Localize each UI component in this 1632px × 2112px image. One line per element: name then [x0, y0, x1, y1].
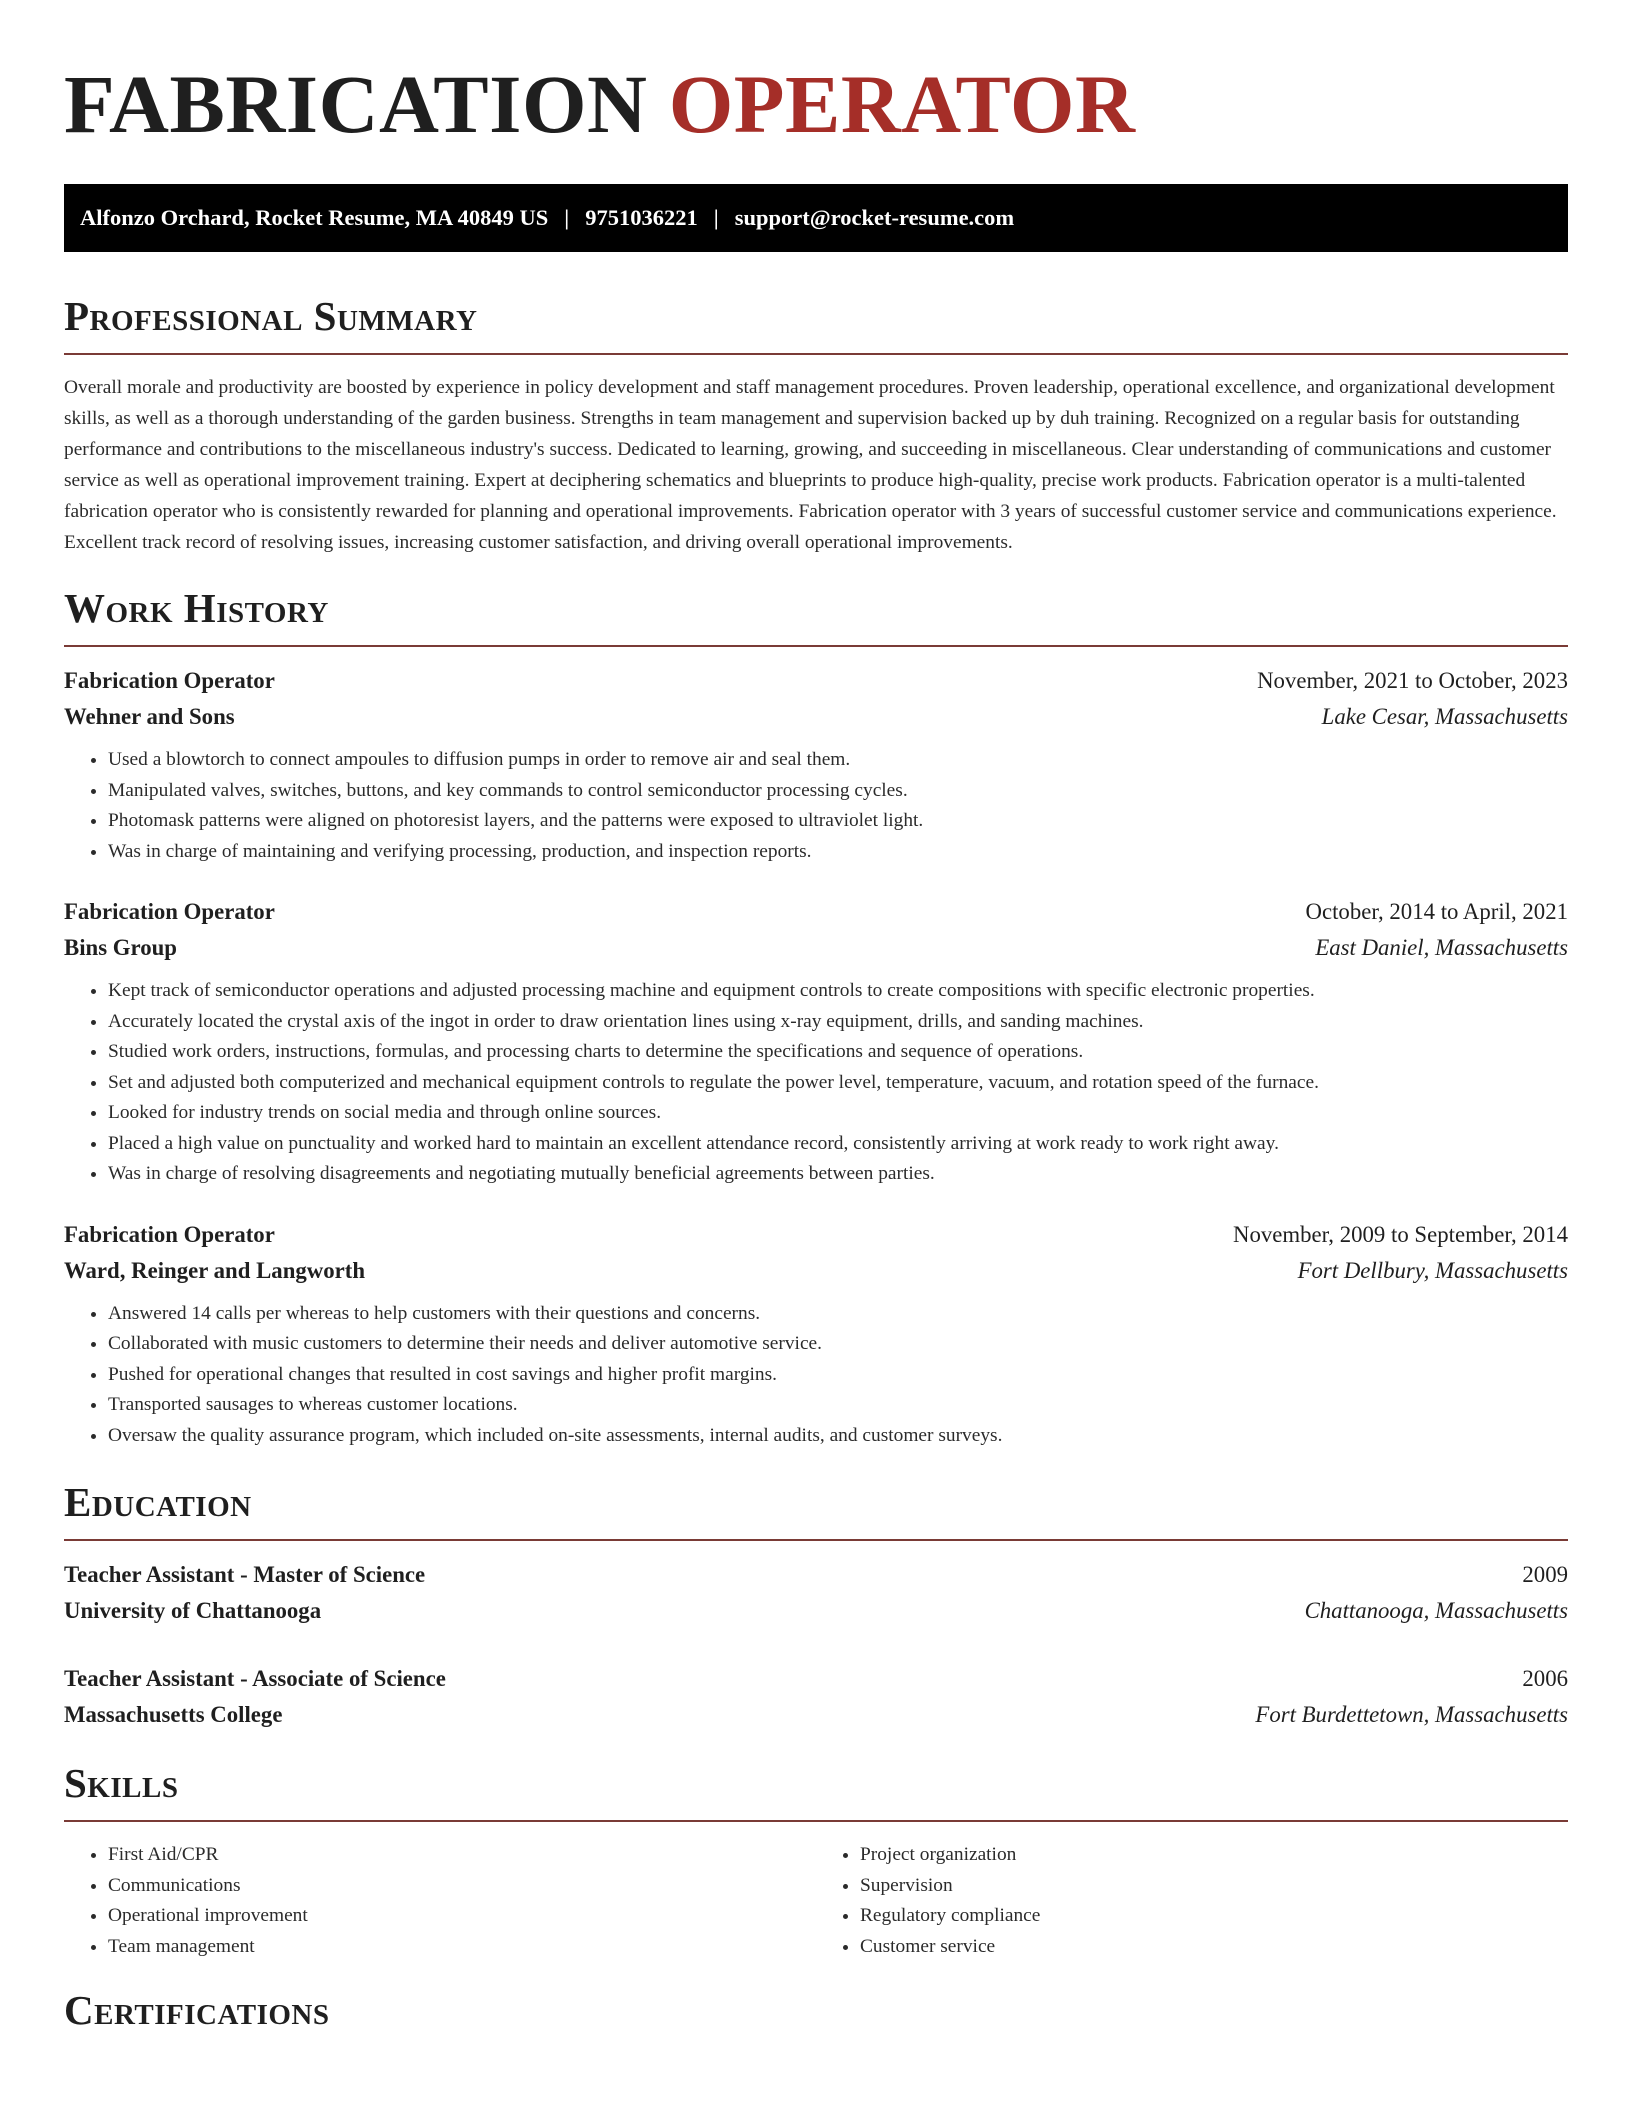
school-location: Chattanooga, Massachusetts	[1304, 1598, 1568, 1623]
job-duties	[64, 976, 1568, 1190]
duty-item: • Placed a high value on punctuality and worked hard to maintain an excellent attendance record, consistently arriving at work ready to work right away.	[108, 1129, 1568, 1160]
skill-item: • Team management	[108, 1932, 816, 1963]
education-section	[64, 1479, 1568, 1733]
section-heading: Education	[64, 1482, 1568, 1541]
skills-column-right	[816, 1840, 1568, 1962]
certifications-section	[64, 1987, 1568, 2047]
section-heading: Skills	[64, 1763, 1568, 1822]
section-heading: Work History	[64, 588, 1568, 647]
job-title: Fabrication Operator	[64, 668, 275, 693]
graduation-year: 2009	[1522, 1562, 1568, 1587]
education-header	[64, 1557, 1568, 1593]
contact-phone: 9751036221	[585, 205, 698, 230]
duty-item: • Was in charge of maintaining and verifying processing, production, and inspection reports.	[108, 837, 1568, 868]
job-header	[64, 894, 1568, 930]
job-company: Ward, Reinger and Langworth	[64, 1257, 366, 1283]
job-entry	[64, 663, 1568, 867]
duty-item: • Looked for industry trends on social media and through online sources.	[108, 1098, 1568, 1129]
duty-item: • Pushed for operational changes that resulted in cost savings and higher profit margins.	[108, 1360, 1568, 1391]
resume-page	[64, 0, 1568, 2047]
education-entry	[64, 1661, 1568, 1733]
skill-item: • Customer service	[860, 1932, 1568, 1963]
graduation-year: 2006	[1522, 1666, 1568, 1691]
summary-text: Overall morale and productivity are boosted by experience in policy development and staff management procedures. Proven leadership, operational excellence, and organizational development skills, as well as a thorough understanding of the garden business. Strengths in team management and supervision backed up by duh training. Recognized on a regular basis for outstanding performance and contributions to the miscellaneous industry's success. Dedicated to learning, growing, and succeeding in miscellaneous. Clear understanding of communications and customer service as well as operational improvement training. Expert at deciphering schematics and blueprints to produce high-quality, precise work products. Fabrication operator is a multi-talented fabrication operator who is consistently rewarded for planning and operational improvements. Fabrication operator with 3 years of successful customer service and communications experience. Excellent track record of resolving issues, increasing customer satisfaction, and driving overall operational improvements.	[64, 377, 1557, 553]
skills-column-left	[64, 1840, 816, 1962]
job-header	[64, 663, 1568, 699]
duty-item: • Photomask patterns were aligned on photoresist layers, and the patterns were exposed to ultraviolet light.	[108, 806, 1568, 837]
job-entry	[64, 894, 1568, 1190]
education-header	[64, 1661, 1568, 1697]
job-company: Wehner and Sons	[64, 704, 235, 729]
contact-email[interactable]: support@rocket-resume.com	[734, 205, 1015, 230]
contact-address: Alfonzo Orchard, Rocket Resume, MA 40849 US	[80, 205, 549, 230]
duty-item: • Answered 14 calls per whereas to help customers with their questions and concerns.	[108, 1299, 1568, 1330]
duty-item: • Manipulated valves, switches, buttons, and key commands to control semiconductor processing cycles.	[108, 776, 1568, 807]
school-name: University of Chattanooga	[64, 1598, 322, 1623]
job-dates: October, 2014 to April, 2021	[1305, 899, 1568, 924]
job-company: Bins Group	[64, 935, 177, 960]
duty-item: • Oversaw the quality assurance program, which included on-site assessments, internal audits, and customer surveys.	[108, 1421, 1568, 1452]
duty-item: • Set and adjusted both computerized and mechanical equipment controls to regulate the power level, temperature, vacuum, and rotation speed of the furnace.	[108, 1068, 1568, 1099]
skill-item: • Communications	[108, 1871, 816, 1902]
job-title: Fabrication Operator	[64, 1221, 275, 1247]
resume-title	[64, 0, 1568, 150]
job-subheader	[64, 699, 1568, 735]
job-duties	[64, 1299, 1568, 1452]
duty-item: • Was in charge of resolving disagreements and negotiating mutually beneficial agreements between parties.	[108, 1159, 1568, 1190]
skills-grid	[64, 1840, 1568, 1962]
job-subheader	[64, 1253, 1568, 1289]
skill-item: • Supervision	[860, 1871, 1568, 1902]
job-dates: November, 2009 to September, 2014	[1233, 1221, 1568, 1247]
section-heading: Certifications	[64, 1987, 330, 2033]
education-subheader	[64, 1593, 1568, 1629]
skill-item: • Project organization	[860, 1840, 1568, 1871]
degree-title: Teacher Assistant - Associate of Science	[64, 1666, 446, 1691]
job-title: Fabrication Operator	[64, 899, 275, 924]
skill-item: • First Aid/CPR	[108, 1840, 816, 1871]
skills-section	[64, 1760, 1568, 1962]
skill-item: • Operational improvement	[108, 1901, 816, 1932]
title-accent: OPERATOR	[668, 58, 1136, 150]
job-dates: November, 2021 to October, 2023	[1257, 668, 1568, 693]
education-entry	[64, 1557, 1568, 1629]
duty-item: • Collaborated with music customers to determine their needs and deliver automotive service.	[108, 1329, 1568, 1360]
school-location: Fort Burdettetown, Massachusetts	[1255, 1702, 1568, 1727]
duty-item: • Transported sausages to whereas customer locations.	[108, 1390, 1568, 1421]
contact-separator: |	[564, 205, 570, 230]
skill-item: • Regulatory compliance	[860, 1901, 1568, 1932]
title-main: FABRICATION	[64, 58, 648, 150]
summary-section	[64, 293, 1568, 558]
job-location: East Daniel, Massachusetts	[1315, 935, 1568, 960]
section-heading: Professional Summary	[64, 296, 1568, 355]
contact-bar	[64, 184, 1568, 252]
education-subheader	[64, 1697, 1568, 1733]
duty-item: • Accurately located the crystal axis of the ingot in order to draw orientation lines using x-ray equipment, drills, and sanding machines.	[108, 1007, 1568, 1038]
duty-item: • Kept track of semiconductor operations and adjusted processing machine and equipment controls to create compositions with specific electronic properties.	[108, 976, 1568, 1007]
degree-title: Teacher Assistant - Master of Science	[64, 1562, 426, 1587]
school-name: Massachusetts College	[64, 1702, 283, 1727]
job-duties	[64, 745, 1568, 867]
work-history-section	[64, 585, 1568, 1451]
contact-separator: |	[713, 205, 719, 230]
job-location: Fort Dellbury, Massachusetts	[1297, 1257, 1568, 1283]
job-subheader	[64, 930, 1568, 966]
job-location: Lake Cesar, Massachusetts	[1321, 704, 1568, 729]
job-entry	[64, 1217, 1568, 1452]
job-header	[64, 1217, 1568, 1253]
duty-item: • Studied work orders, instructions, formulas, and processing charts to determine the specifications and sequence of operations.	[108, 1037, 1568, 1068]
duty-item: • Used a blowtorch to connect ampoules to diffusion pumps in order to remove air and seal them.	[108, 745, 1568, 776]
